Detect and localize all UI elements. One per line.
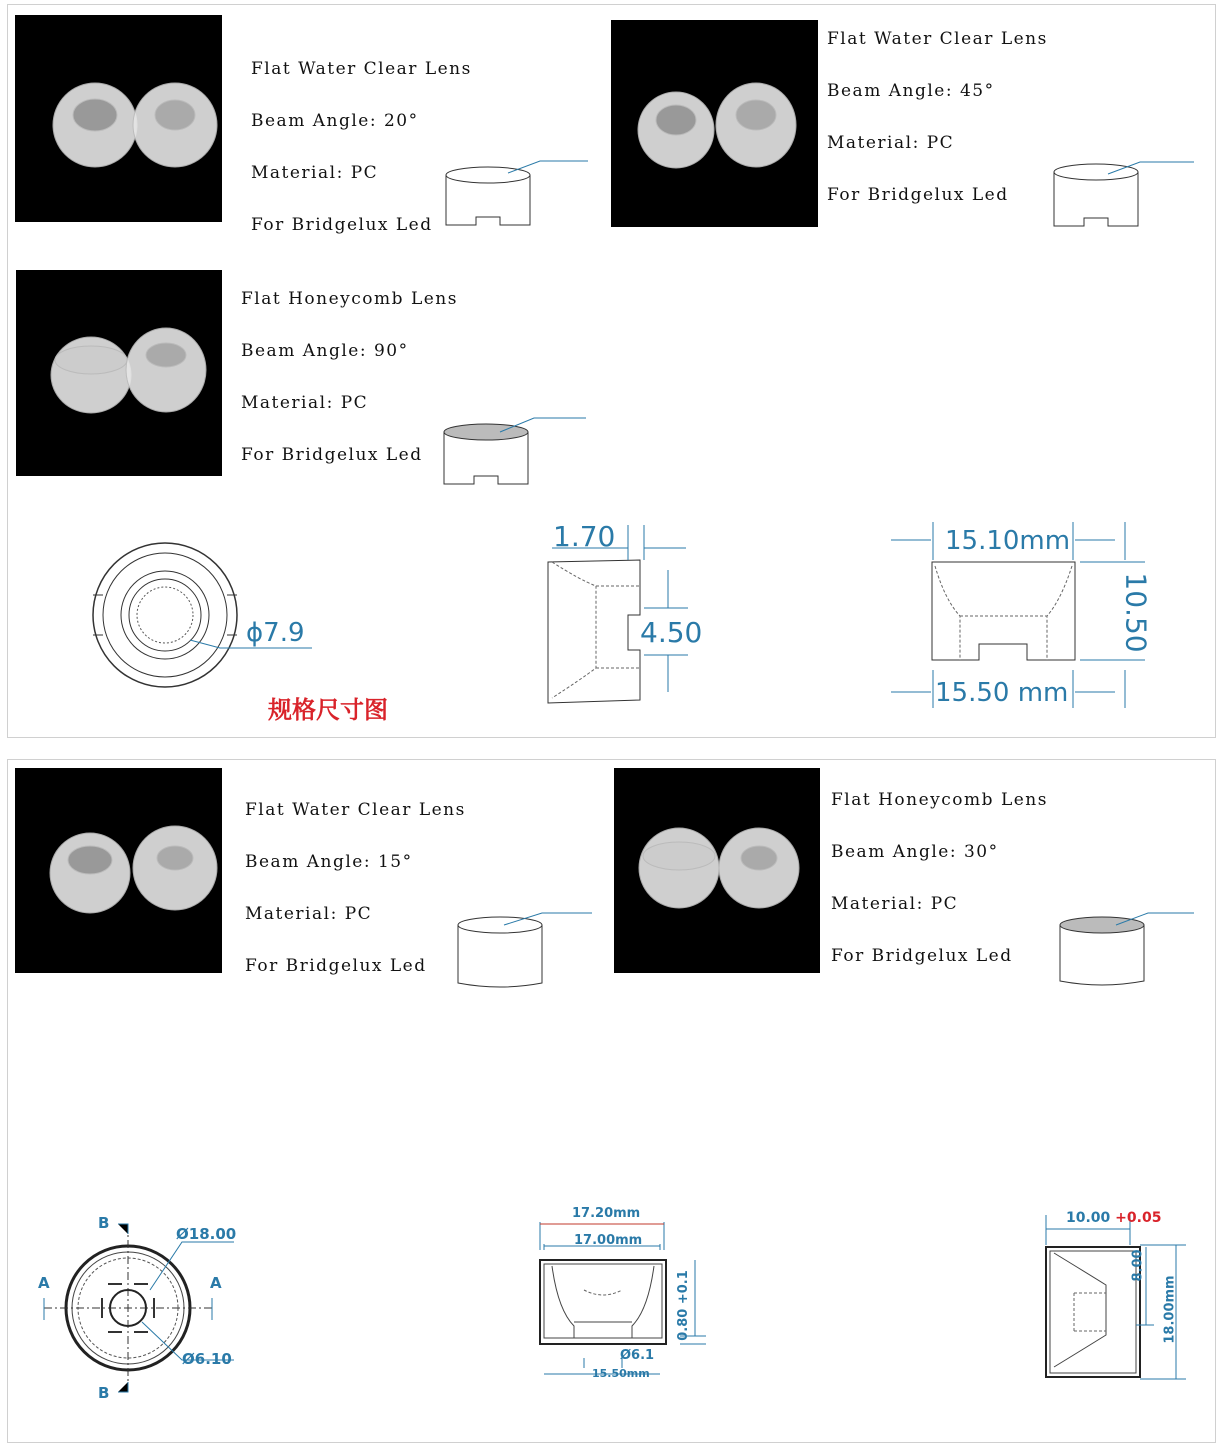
material: Material: PC [831, 894, 959, 914]
section-label-a-left: A [38, 1274, 50, 1292]
lens-photo-30deg [614, 768, 820, 973]
lens-photo-20deg [15, 15, 222, 222]
inner-height-dim: 8.00 [1130, 1249, 1146, 1282]
lens-photo-90deg [16, 270, 222, 476]
top-view-drawing [90, 540, 330, 690]
material: Material: PC [251, 163, 379, 183]
product-name: Flat Water Clear Lens [827, 29, 1048, 49]
base-width-dim: 15.50mm [592, 1367, 650, 1380]
material: Material: PC [241, 393, 369, 413]
inner-diameter-dim: Ø6.10 [182, 1350, 232, 1368]
height-dim: 10.50 [1119, 572, 1153, 653]
section-label-a-right: A [210, 1274, 222, 1292]
notch-dim: 4.50 [640, 616, 703, 649]
beam-angle: Beam Angle: 15° [245, 852, 413, 872]
spec-dimensions-caption: 规格尺寸图 [268, 696, 388, 724]
top-width-dim: 15.10mm [945, 526, 1071, 556]
product-name: Flat Honeycomb Lens [831, 790, 1048, 810]
lens-sketch-honeycomb [438, 410, 598, 490]
lens-photo-15deg [15, 768, 222, 973]
top-inner-dim: 17.00mm [574, 1233, 643, 1248]
material: Material: PC [245, 904, 373, 924]
depth-base-dim [1066, 1210, 1161, 1226]
compatibility: For Bridgelux Led [831, 946, 1013, 966]
beam-angle: Beam Angle: 30° [831, 842, 999, 862]
base-diameter-dim: Ø6.1 [620, 1348, 655, 1363]
outer-diameter-dim: Ø18.00 [176, 1225, 237, 1243]
lens-photo-45deg [611, 20, 818, 227]
lens-sketch-clear [1048, 150, 1208, 230]
lens-sketch-clear [452, 905, 612, 995]
compatibility: For Bridgelux Led [245, 956, 427, 976]
material: Material: PC [827, 133, 955, 153]
product-name: Flat Water Clear Lens [251, 59, 472, 79]
depth-base-value: 10.00 [1066, 1210, 1111, 1226]
section-label-b-bottom: B [98, 1384, 110, 1402]
compatibility: For Bridgelux Led [251, 215, 433, 235]
beam-angle: Beam Angle: 45° [827, 81, 995, 101]
beam-angle: Beam Angle: 90° [241, 341, 409, 361]
wall-dim: 1.70 [553, 520, 616, 553]
diameter-label: ϕ7.9 [246, 618, 305, 648]
product-name: Flat Water Clear Lens [245, 800, 466, 820]
total-height-dim: 18.00mm [1162, 1275, 1178, 1344]
product-name: Flat Honeycomb Lens [241, 289, 458, 309]
lens-sketch-clear [440, 155, 600, 235]
flange-dim: 0.80 +0.1 [675, 1270, 691, 1341]
beam-angle: Beam Angle: 20° [251, 111, 419, 131]
lens-sketch-honeycomb [1054, 905, 1214, 995]
section-label-b-top: B [98, 1214, 110, 1232]
compatibility: For Bridgelux Led [241, 445, 423, 465]
compatibility: For Bridgelux Led [827, 185, 1009, 205]
bottom-width-dim: 15.50 mm [935, 678, 1069, 708]
top-outer-dim: 17.20mm [572, 1206, 641, 1221]
depth-tolerance: +0.05 [1115, 1210, 1162, 1226]
